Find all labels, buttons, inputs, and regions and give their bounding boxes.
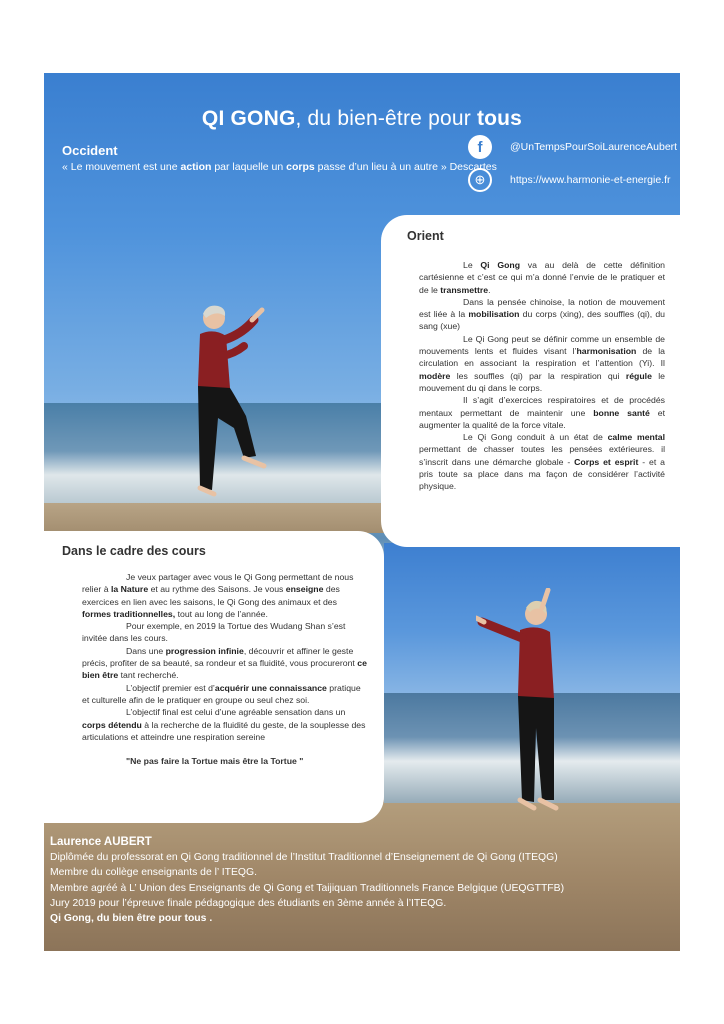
facebook-link[interactable] xyxy=(468,135,677,159)
orient-text xyxy=(419,259,665,493)
paragraph: Je veux partager avec vous le Qi Gong permettant de nous relier à la Nature et au rythme des Saisons. Je vous enseigne des exercices en lien avec les saisons, le Qi Gong des animaux et des formes traditionnelles, tout au long de l’année. xyxy=(82,572,354,619)
website-link[interactable] xyxy=(468,168,670,192)
paragraph: Pour exemple, en 2019 la Tortue des Wudang Shan s’est invitée dans les cours. xyxy=(82,621,346,644)
tagline: Qi Gong, du bien être pour tous . xyxy=(50,913,213,925)
globe-icon: ⊕ xyxy=(468,168,492,192)
flyer xyxy=(44,73,680,951)
facebook-handle: @UnTempsPourSoiLaurenceAubert xyxy=(510,141,678,153)
paragraph: L’objectif final est celui d’une agréable sensation dans un corps détendu à la recherche de la fluidité du geste, de la souplesse des articulations et atteindre une respiration sereine xyxy=(82,707,366,742)
descartes-quote: « Le mouvement est une action par laquelle un corps passe d’un lieu à un autre » Descartes xyxy=(62,161,497,173)
orient-panel xyxy=(381,215,680,547)
paragraph: Le Qi Gong va au delà de cette définition cartésienne et c’est ce qui m’a donné l’envie de le pratiquer et de le transmettre. xyxy=(419,260,665,295)
bio-line: Diplômée du professorat en Qi Gong traditionnel de l’Institut Traditionnel d’Enseignement de Qi Gong (ITEQG) xyxy=(50,852,558,864)
qigong-figure-photo xyxy=(174,298,274,518)
author-name: Laurence AUBERT xyxy=(50,836,152,848)
bio-section xyxy=(50,835,675,926)
occident-heading: Occident xyxy=(62,143,118,158)
orient-heading: Orient xyxy=(407,229,444,243)
qigong-figure-photo-2 xyxy=(476,588,576,818)
bio-line: Membre agréé à L’ Union des Enseignants de Qi Gong et Taijiquan Traditionnels France Belgique (UEQGTTFB) xyxy=(50,882,565,894)
paragraph: Le Qi Gong conduit à un état de calme mental permettant de chasser toutes les pensées extérieures. il s’inscrit dans une démarche globale - Corps et esprit - et a pris toute sa place dans ma façon de considérer l’activité physique. xyxy=(419,432,665,492)
bio-line: Membre du collège enseignants de l’ ITEQG. xyxy=(50,867,257,879)
paragraph: Dans une progression infinie, découvrir et affiner le geste précis, profiter de sa beauté, sa rondeur et sa fluidité, vous procureront ce bien être tant recherché. xyxy=(82,645,367,681)
bio-line: Jury 2019 pour l’épreuve finale pédagogique des étudiants en 3ème année à l’ITEQG. xyxy=(50,897,447,909)
closing-quote: "Ne pas faire la Tortue mais être la Tortue " xyxy=(126,756,304,767)
page-title: QI GONG, du bien-être pour tous xyxy=(201,107,523,130)
facebook-icon: f xyxy=(468,135,492,159)
paragraph: Il s’agit d’exercices respiratoires et de procédés mentaux permettant de maintenir une bonne santé et augmenter la qualité de la force vitale. xyxy=(419,395,665,430)
paragraph: Dans la pensée chinoise, la notion de mouvement est liée à la mobilisation du corps (xing), des souffles (qi), du sang (xue) xyxy=(419,296,665,332)
website-url: https://www.harmonie-et-energie.fr xyxy=(510,174,671,186)
paragraph: Le Qi Gong peut se définir comme un ensemble de mouvements lents et fluides visant l’harmonisation de la circulation en associant la respiration et l’attention (Yi). Il modère les souffles (qi) par la respiration qui régule le mouvement du qi dans le corps. xyxy=(419,333,666,393)
cours-text xyxy=(82,571,367,767)
cours-panel xyxy=(44,531,384,823)
cours-heading: Dans le cadre des cours xyxy=(62,544,206,558)
paragraph: L’objectif premier est d’acquérir une connaissance pratique et culturelle afin de le pratiquer en groupe ou seul chez soi. xyxy=(82,682,361,705)
